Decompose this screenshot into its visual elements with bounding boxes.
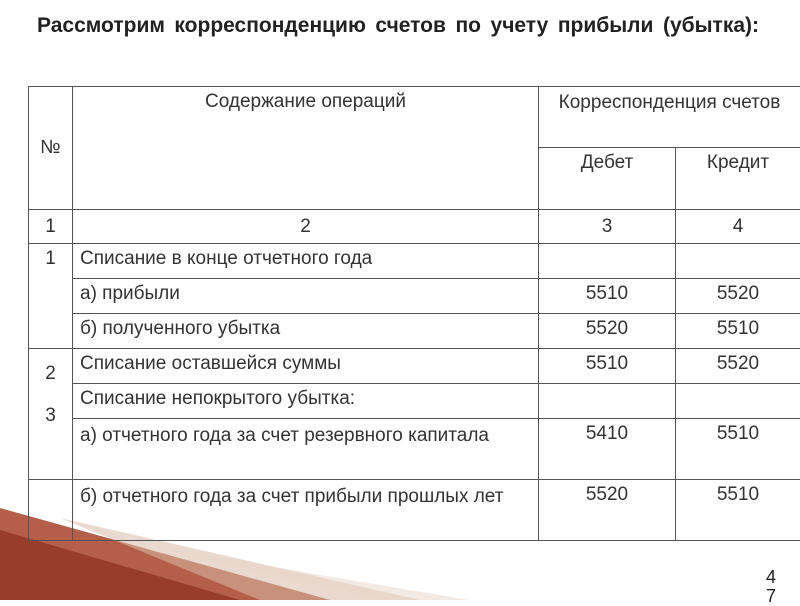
table-row <box>29 480 800 541</box>
group-number: 2 <box>45 363 56 384</box>
operation-cell: Списание в конце отчетного года <box>73 244 539 279</box>
credit-cell <box>676 384 800 419</box>
header-correspondence: Корреспонденция счетов <box>539 87 800 148</box>
header-credit: Кредит <box>676 148 800 210</box>
debit-cell: 5410 <box>539 419 676 480</box>
table-row <box>29 349 800 384</box>
header-debit: Дебет <box>539 148 676 210</box>
index-cell: 1 <box>29 210 73 244</box>
credit-cell: 5520 <box>676 279 800 314</box>
table-row <box>29 279 800 314</box>
header-operation-content: Содержание операций <box>73 87 539 210</box>
operation-cell: Списание оставшейся суммы <box>73 349 539 384</box>
accounts-correspondence-table <box>28 86 800 541</box>
page-number-digit-cut: 7 <box>766 586 776 606</box>
group-number: 3 <box>45 405 56 426</box>
credit-cell: 5510 <box>676 480 800 541</box>
table-row <box>29 314 800 349</box>
page-number <box>761 568 781 606</box>
empty-number-cell <box>29 480 73 541</box>
credit-cell: 5520 <box>676 349 800 384</box>
debit-cell <box>539 384 676 419</box>
credit-cell: 5510 <box>676 419 800 480</box>
operation-cell: б) отчетного года за счет прибыли прошлых лет <box>73 480 539 541</box>
slide-heading: Рассмотрим корреспонденцию счетов по учету прибыли (убытка): <box>37 12 759 68</box>
operation-cell: а) отчетного года за счет резервного капитала <box>73 419 539 480</box>
table-row <box>29 384 800 419</box>
table-row <box>29 419 800 480</box>
debit-cell: 5520 <box>539 480 676 541</box>
index-cell: 3 <box>539 210 676 244</box>
index-cell: 2 <box>73 210 539 244</box>
header-number: № <box>29 87 73 210</box>
group-numbers-2-3 <box>29 349 73 480</box>
debit-cell <box>539 244 676 279</box>
operation-cell: а) прибыли <box>73 279 539 314</box>
group-number: 1 <box>29 244 73 349</box>
page-number-digit: 4 <box>766 567 776 587</box>
debit-cell: 5510 <box>539 349 676 384</box>
credit-cell: 5510 <box>676 314 800 349</box>
operation-cell: б) полученного убытка <box>73 314 539 349</box>
table-row <box>29 244 800 279</box>
operation-cell: Списание непокрытого убытка: <box>73 384 539 419</box>
credit-cell <box>676 244 800 279</box>
index-cell: 4 <box>676 210 800 244</box>
debit-cell: 5520 <box>539 314 676 349</box>
debit-cell: 5510 <box>539 279 676 314</box>
